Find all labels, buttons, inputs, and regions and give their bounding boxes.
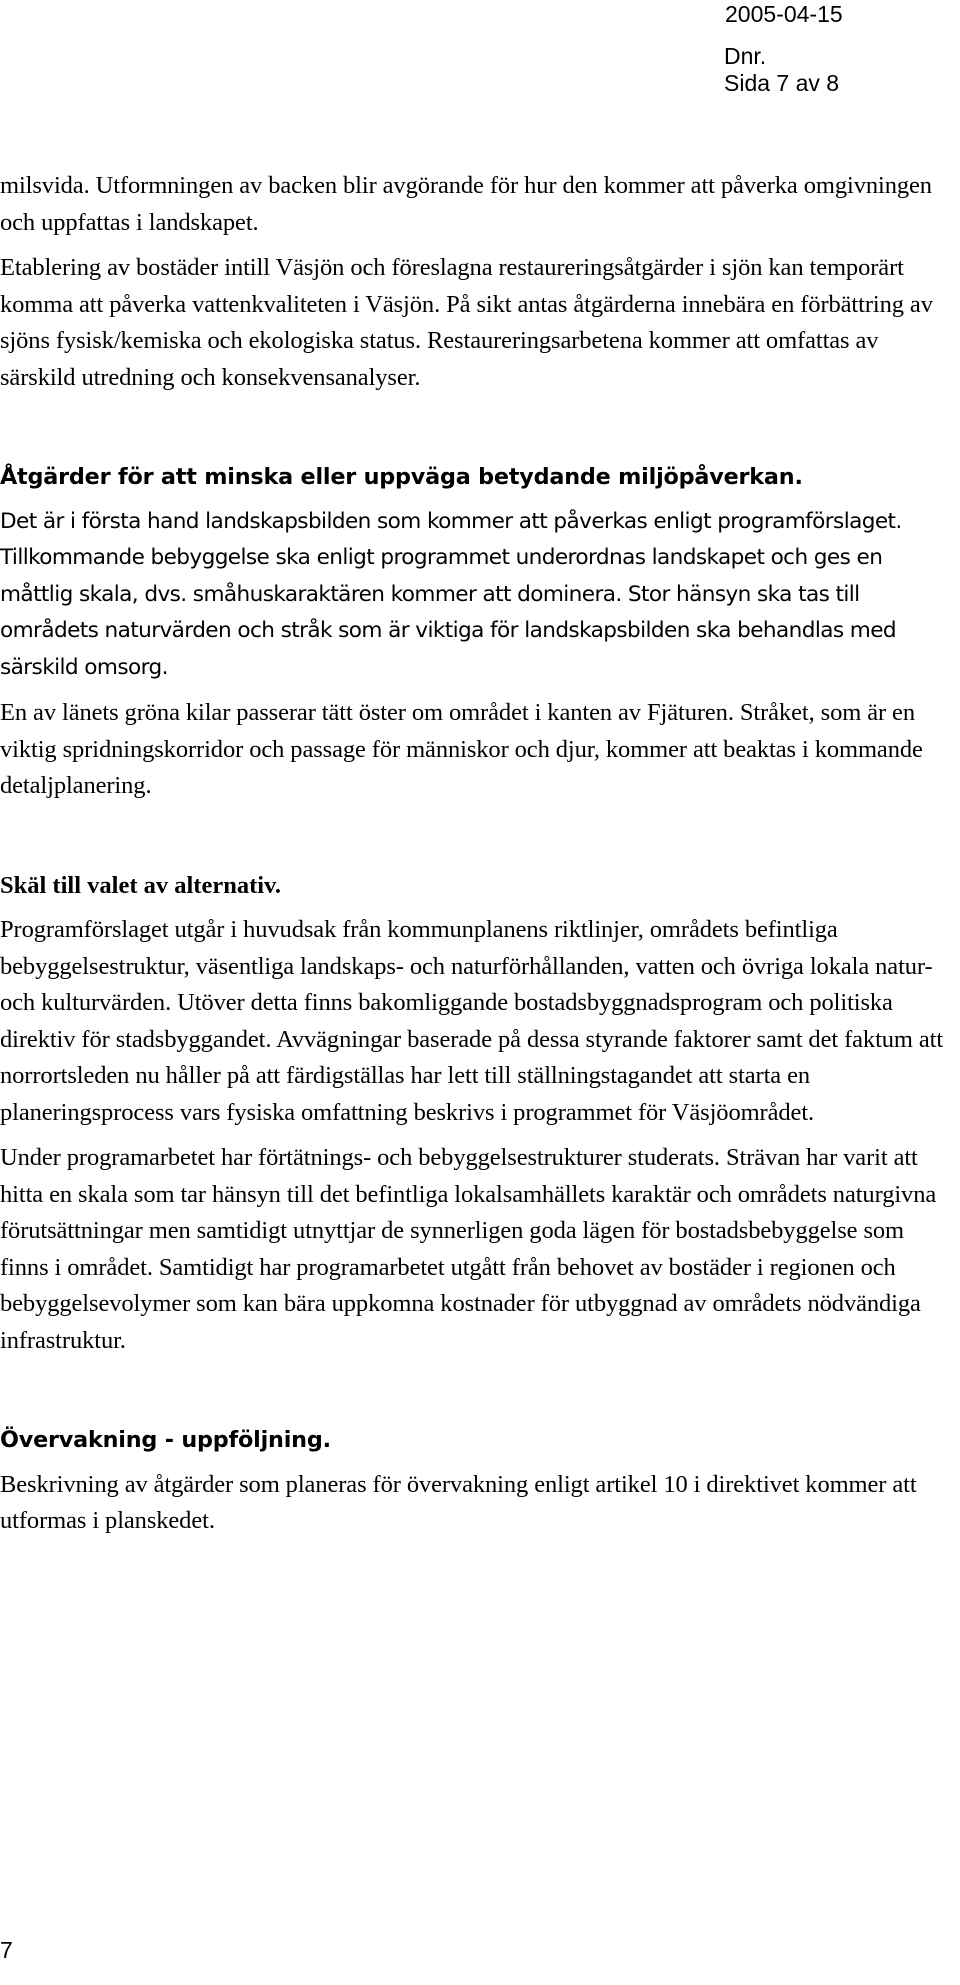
paragraph-green-wedge: En av länets gröna kilar passerar tätt öster om området i kanten av Fjäturen. Stråket, som är en viktig spridningskorridor och passage för människor och djur, kommer att beaktas i kommande detaljplanering.	[0, 699, 923, 799]
document-dnr: Dnr.	[724, 43, 767, 69]
paragraph-program-work: Under programarbetet har förtätnings- och bebyggelsestrukturer studerats. Strävan har varit att hitta en skala som tar hänsyn till det befintliga lokalsamhällets karaktär och områdets naturgivna förutsättningar men samtidigt utnyttjar de synnerligen goda lägen för bostadsbebyggelse som finns i området. Samtidigt har programarbetet utgått från behovet av bostäder i regionen och bebyggelsevolymer som kan bära uppkomna kostnader för utbyggnad av områdets nödvändiga infrastruktur.	[0, 1144, 937, 1354]
heading-alternative: Skäl till valet av alternativ.	[0, 871, 282, 899]
page-indicator: Sida 7 av 8	[724, 70, 840, 96]
page-header	[724, 0, 944, 97]
heading-mitigation: Åtgärder för att minska eller uppväga betydande miljöpåverkan.	[0, 464, 803, 490]
paragraph-vasjon: Etablering av bostäder intill Väsjön och föreslagna restaureringsåtgärder i sjön kan temporärt komma att påverka vattenkvaliteten i Väsjön. På sikt antas åtgärderna innebära en förbättring av sjöns fysisk/kemiska och ekologiska status. Restaureringsarbetena kommer att omfattas av särskild utredning och konsekvensanalyser.	[0, 254, 933, 391]
heading-monitoring: Övervakning - uppföljning.	[0, 1427, 331, 1453]
paragraph-intro: milsvida. Utformningen av backen blir avgörande för hur den kommer att påverka omgivningen och uppfattas i landskapet.	[0, 172, 932, 236]
page-number: 7	[0, 1937, 13, 1963]
paragraph-monitoring: Beskrivning av åtgärder som planeras för övervakning enligt artikel 10 i direktivet kommer att utformas i planskedet.	[0, 1470, 917, 1534]
paragraph-program-basis: Programförslaget utgår i huvudsak från kommunplanens riktlinjer, områdets befintliga bebyggelsestruktur, väsentliga landskaps- och naturförhållanden, vatten och övriga lokala natur- och kulturvärden. Utöver detta finns bakomliggande bostadsbyggnadsprogram och politiska direktiv för stadsbyggandet. Avvägningar baserade på dessa styrande faktorer samt det faktum att norrortsleden nu håller på att färdigställas har lett till ställningstagandet att starta en planeringsprocess vars fysiska omfattning beskrivs i programmet för Väsjöområdet.	[0, 916, 944, 1126]
paragraph-landscape: Det är i första hand landskapsbilden som kommer att påverkas enligt programförslaget. Tillkommande bebyggelse ska enligt programmet underordnas landskapet och ges en måttlig skala, dvs. småhuskaraktären kommer att dominera. Stor hänsyn ska tas till områdets naturvärden och stråk som är viktiga för landskapsbilden ska behandlas med särskild omsorg.	[0, 508, 902, 680]
document-date: 2005-04-15	[725, 1, 843, 27]
document-body	[0, 168, 958, 1540]
